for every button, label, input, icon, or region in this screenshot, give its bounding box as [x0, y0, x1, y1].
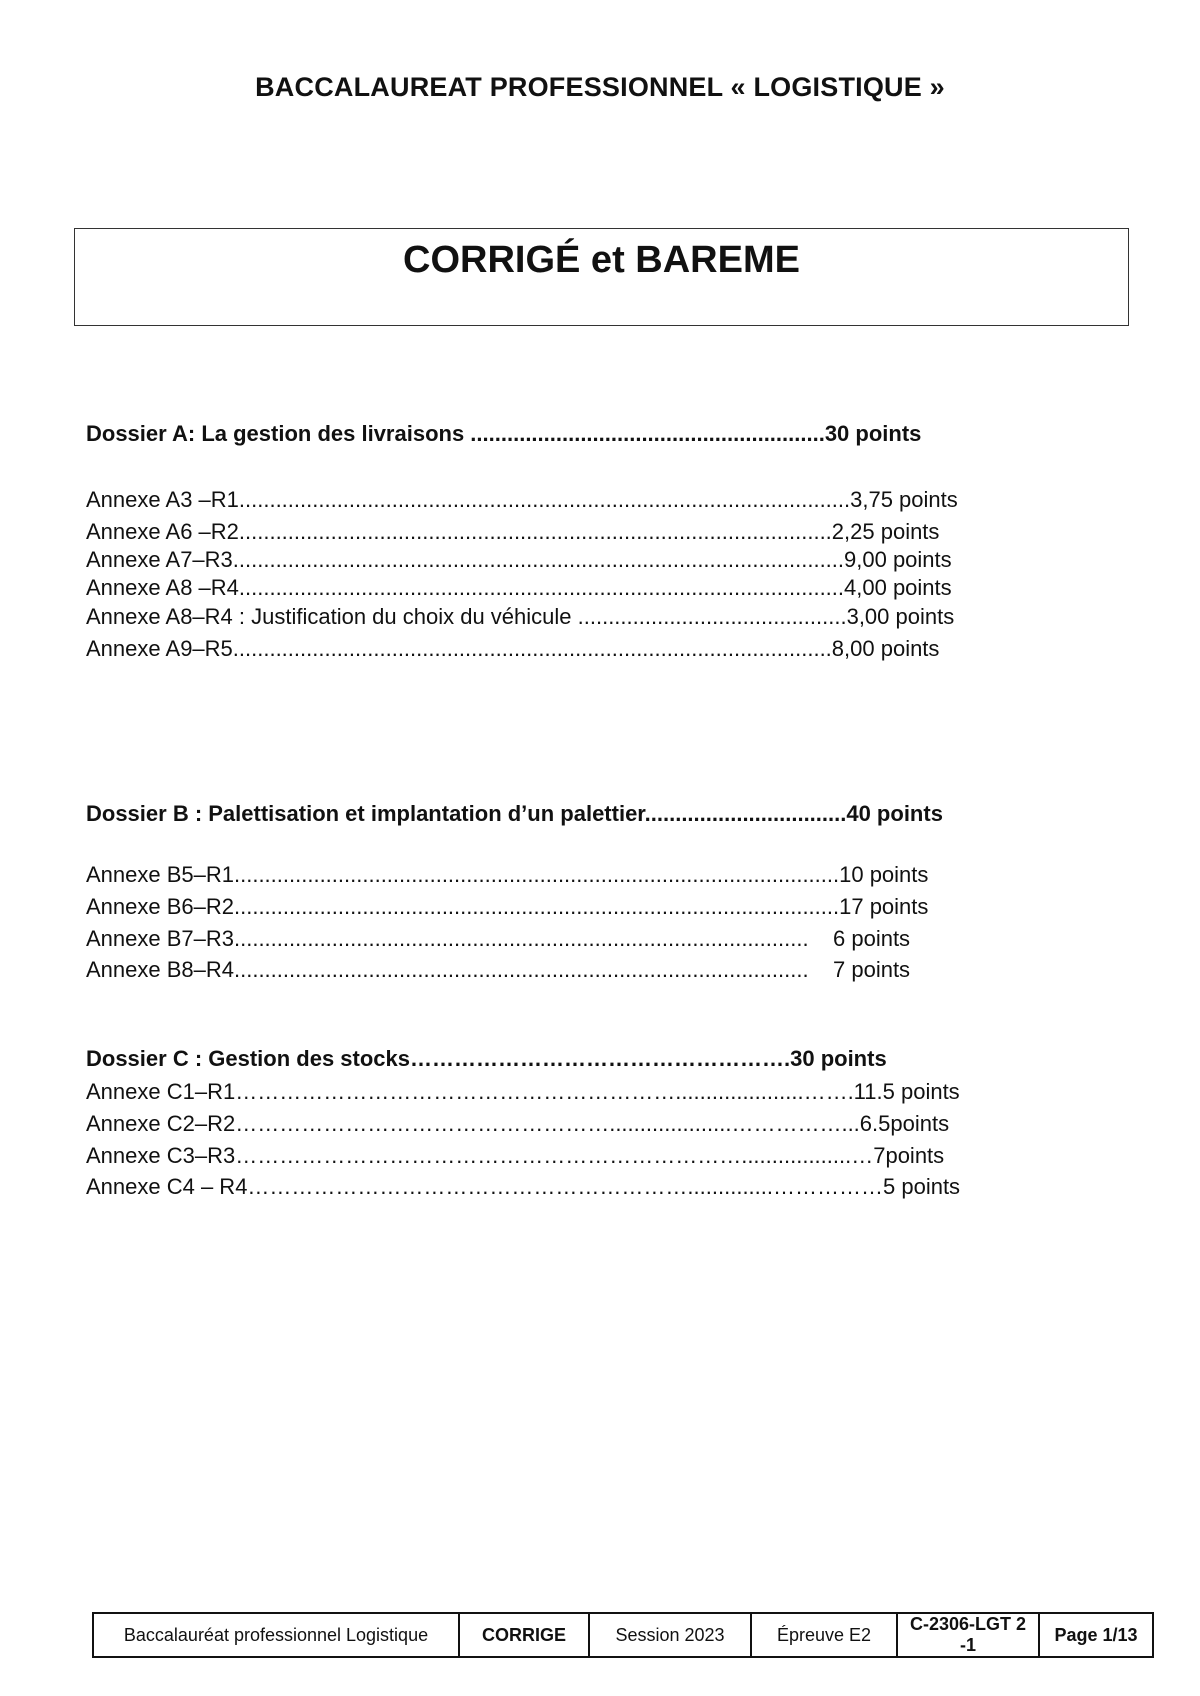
dossier-a-item: Annexe A9–R5..................................................................................................8,00 points — [86, 636, 940, 661]
footer-diploma: Baccalauréat professionnel Logistique — [93, 1613, 459, 1657]
footer-page-number: Page 1/13 — [1039, 1613, 1153, 1657]
dossier-b-item: Annexe B7–R3.............................................................................................. 6 points — [86, 926, 911, 951]
dossier-a-item: Annexe A7–R3....................................................................................................9,00 points — [86, 547, 952, 572]
footer-table — [92, 1612, 1154, 1658]
footer-epreuve: Épreuve E2 — [751, 1613, 897, 1657]
dossier-b-heading: Dossier B : Palettisation et implantation d’un palettier.................................40 points — [86, 801, 943, 826]
footer-code: C-2306-LGT 2 -1 — [897, 1613, 1039, 1657]
dossier-c-item: Annexe C1–R1…………………………………………………….....................…….11.5 points — [86, 1079, 960, 1104]
dossier-a-item: Annexe A8–R4 : Justification du choix du véhicule ............................................3,00 points — [86, 604, 955, 629]
footer-session: Session 2023 — [589, 1613, 751, 1657]
page-title: CORRIGÉ et BAREME — [403, 239, 800, 281]
dossier-a-heading: Dossier A: La gestion des livraisons ..........................................................30 points — [86, 421, 922, 446]
dossier-b-item: Annexe B5–R1...................................................................................................10 points — [86, 862, 929, 887]
dossier-a-item: Annexe A6 –R2.................................................................................................2,25 points — [86, 519, 940, 544]
dossier-c-item: Annexe C4 – R4……………………………………………………..............……………5 points — [86, 1174, 961, 1199]
document-header-title: BACCALAUREAT PROFESSIONNEL « LOGISTIQUE » — [255, 72, 945, 102]
dossier-b-item: Annexe B8–R4.............................................................................................. 7 points — [86, 957, 911, 982]
dossier-c-heading: Dossier C : Gestion des stocks…………………………………………….30 points — [86, 1046, 887, 1071]
dossier-a-item: Annexe A3 –R1....................................................................................................3,75 points — [86, 487, 958, 512]
dossier-c-item: Annexe C3–R3……………………………………………………………..................…7points — [86, 1143, 945, 1168]
title-box — [74, 228, 1129, 326]
dossier-c-item: Annexe C2–R2……………………………………………....................……………...6.5points — [86, 1111, 950, 1136]
dossier-a-item: Annexe A8 –R4...................................................................................................4,00 points — [86, 575, 952, 600]
footer-corrige: CORRIGE — [459, 1613, 589, 1657]
dossier-b-item: Annexe B6–R2...................................................................................................17 points — [86, 894, 929, 919]
